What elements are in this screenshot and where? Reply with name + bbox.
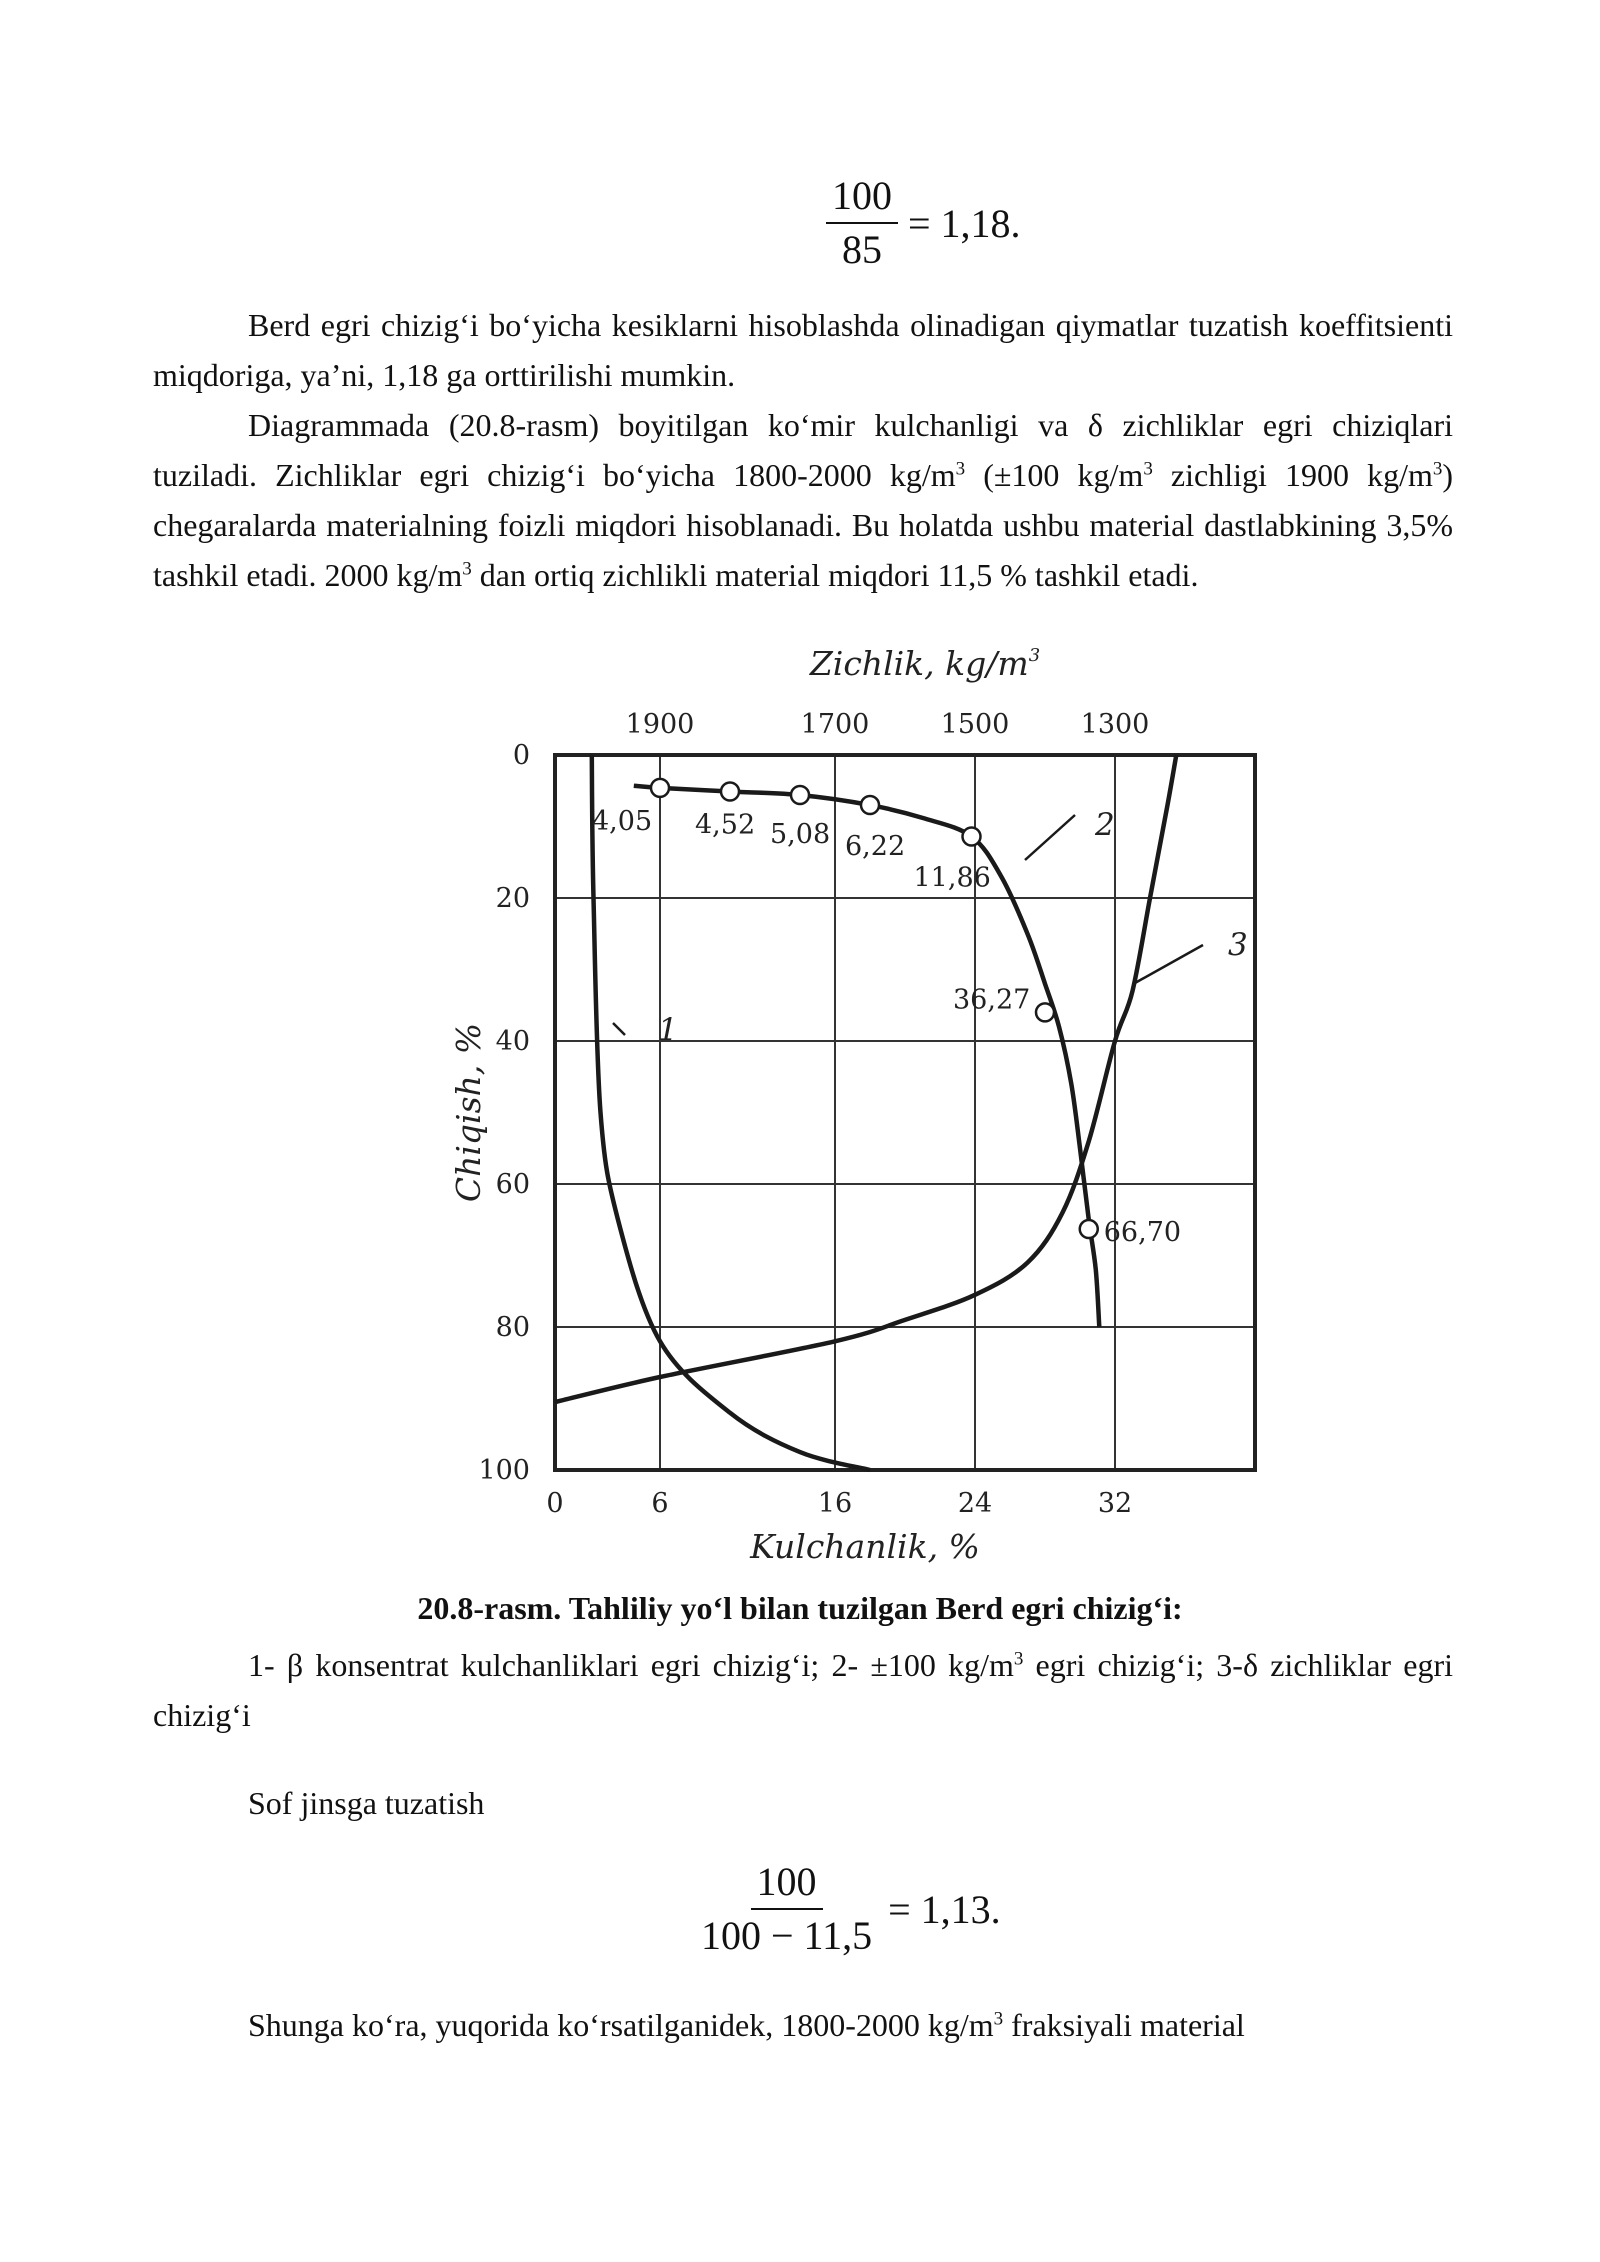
fraction-denominator: 100 − 11,5 [701,1913,873,1958]
paragraph-2-part: Diagrammada (20.8-rasm) boyitilgan ko‘mir kulchanligi va δ zichliklar egri chiziqlari tuziladi. Zichliklar egri chizig‘i bo‘yicha 1800-2000 kg/m [153,407,1453,493]
paragraph-4-part: Shunga ko‘ra, yuqorida ko‘rsatilganidek, 1800-2000 kg/m [248,2007,994,2043]
data-point-marker [1080,1220,1098,1238]
top-tick-label: 1700 [800,709,870,740]
curve-number-2: 2 [1095,807,1115,843]
formula-result: = 1,18. [908,200,1021,246]
fraction-numerator: 100 [751,1862,823,1910]
y-tick-label: 20 [495,883,530,914]
curve-number-1: 1 [658,1012,678,1048]
caption-part: egri chizig‘i; 3-δ zichliklar egri chizig‘i [153,1647,1454,1733]
superscript: 3 [1013,1648,1024,1670]
curve-leader-1 [613,1023,625,1035]
paragraph-2-part: ) chegaralarda materialning foizli miqdori hisoblanadi. Bu holatda ushbu material dastlabkining 3,5% tashkil etadi. 2000 kg/m [153,457,1454,593]
x-tick-label: 6 [651,1488,669,1519]
superscript: 3 [993,2008,1004,2030]
body-text-top [153,300,1453,600]
y-tick-label: 100 [478,1455,530,1486]
top-axis-title: Zichlik, $kg/m^3$ [809,644,1041,683]
paragraph-1: Berd egri chizig‘i bo‘yicha kesiklarni hisoblashda olinadigan qiymatlar tuzatish koeffitsienti miqdoriga, ya’ni, 1,18 ga orttirilishi mumkin. [153,307,1453,393]
data-point-label: 5,08 [770,819,831,851]
curve-leader-3 [1135,945,1203,983]
paragraph-2-part: dan ortiq zichlikli material miqdori 11,5 % tashkil etadi. [471,557,1199,593]
data-point-label: 11,86 [913,862,991,894]
data-point-label: 66,70 [1103,1217,1182,1249]
paragraph-2-part: zichligi 1900 kg/m [1152,457,1433,493]
data-point-marker [791,786,809,804]
paragraph-3: Sof jinsga tuzatish [248,1785,485,1821]
y-tick-label: 80 [495,1312,530,1343]
y-tick-label: 0 [512,740,530,771]
top-tick-label: 1900 [625,709,695,740]
paragraph-2 [153,400,1453,600]
paragraph-4-part: fraksiyali material [1003,2007,1245,2043]
x-tick-label: 16 [817,1488,853,1519]
data-point-marker [721,782,739,800]
data-point-marker [861,796,879,814]
formula-correction-2 [695,1859,1001,1958]
data-point-marker [963,828,981,846]
body-text-mid [153,1778,1453,1828]
top-tick-label: 1500 [940,709,1010,740]
curve-number-3: 3 [1228,927,1248,963]
fraction [695,1859,878,1958]
figure-caption-title: 20.8-rasm. Tahliliy yo‘l bilan tuzilgan Berd egri chizig‘i: [417,1590,1183,1626]
x-axis-title: Kulchanlik, % [750,1527,980,1566]
x-tick-label: 32 [1097,1488,1133,1519]
curve-2 [634,786,1100,1327]
data-point-label: 4,05 [592,805,653,837]
top-tick-label: 1300 [1080,709,1150,740]
paragraph-4 [153,2000,1453,2050]
body-text-bottom [153,2000,1453,2050]
caption-legend [153,1640,1453,1740]
superscript: 3 [1143,458,1153,480]
superscript: 3 [1432,458,1443,480]
y-tick-label: 60 [495,1169,530,1200]
x-tick-label: 0 [546,1488,564,1519]
berd-curve-chart [420,640,1300,1570]
data-point-marker [1036,1003,1054,1021]
chart-svg [420,640,1300,1570]
fraction-numerator: 100 [826,176,898,224]
y-tick-label: 40 [495,1026,530,1057]
y-axis-title: Chiqish, % [449,1022,488,1203]
x-tick-label: 24 [957,1488,993,1519]
data-point-label: 6,22 [845,831,906,863]
fraction-denominator: 85 [842,227,882,272]
data-point-label: 4,52 [695,809,756,841]
superscript: 3 [955,458,966,480]
paragraph-2-part: (±100 kg/m [965,457,1144,493]
caption-part: 1- β konsentrat kulchanliklari egri chizig‘i; 2- ±100 kg/m [248,1647,1014,1683]
data-point-label: 36,27 [953,984,1031,1016]
formula-correction-1 [826,173,1021,272]
fraction [826,173,898,272]
superscript: 3 [462,558,472,580]
figure-caption-body [153,1640,1453,1740]
curve-leader-2 [1025,815,1075,860]
formula-result: = 1,13. [888,1886,1001,1932]
data-point-marker [651,779,669,797]
